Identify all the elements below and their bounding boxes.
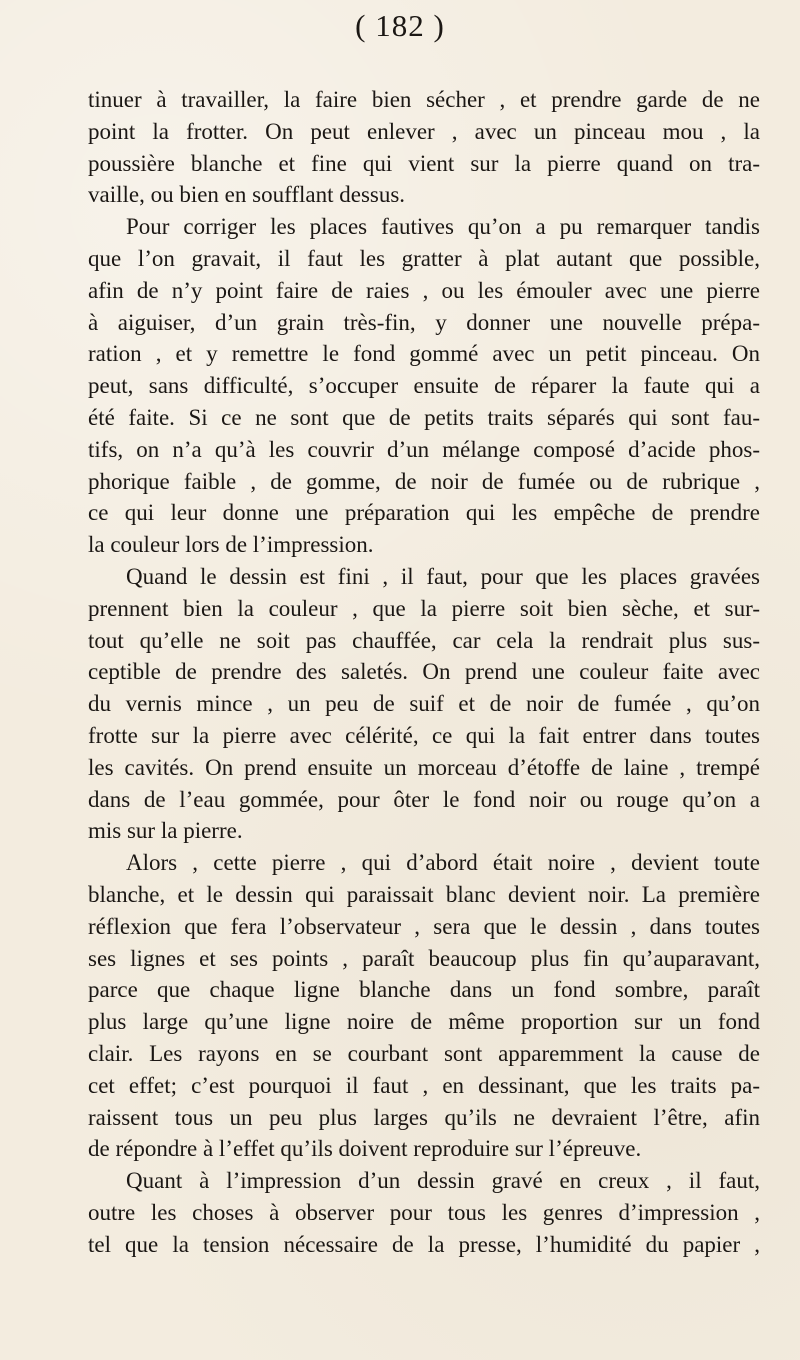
text-line: été faite. Si ce ne sont que de petits traits séparés qui sont fau- <box>88 404 760 430</box>
text-line: vaille, ou bien en soufflant dessus. <box>88 182 406 208</box>
text-line: ses lignes et ses points , paraît beaucoup plus fin qu’auparavant, <box>88 945 760 971</box>
text-line: de répondre à l’effet qu’ils doivent reproduire sur l’épreuve. <box>88 1136 642 1162</box>
text-line: dans de l’eau gommée, pour ôter le fond noir ou rouge qu’on a <box>88 786 760 812</box>
text-line: ceptible de prendre des saletés. On prend une couleur faite avec <box>88 659 760 685</box>
text-line: point la frotter. On peut enlever , avec un pinceau mou , la <box>88 118 760 144</box>
text-line: phorique faible , de gomme, de noir de fumée ou de rubrique , <box>88 468 760 494</box>
text-line: Quant à l’impression d’un dessin gravé en creux , il faut, <box>126 1168 760 1194</box>
text-line: clair. Les rayons en se courbant sont apparemment la cause de <box>88 1040 760 1066</box>
text-line: raissent tous un peu plus larges qu’ils ne devraient l’être, afin <box>88 1104 760 1130</box>
text-line: Alors , cette pierre , qui d’abord était noire , devient toute <box>126 850 760 876</box>
text-line: les cavités. On prend ensuite un morceau d’étoffe de laine , trempé <box>88 754 760 780</box>
text-line: afin de n’y point faire de raies , ou les émouler avec une pierre <box>88 277 760 303</box>
text-line: tinuer à travailler, la faire bien sécher , et prendre garde de ne <box>88 87 760 112</box>
text-line: réflexion que fera l’observateur , sera que le dessin , dans toutes <box>88 913 760 939</box>
text-line: à aiguiser, d’un grain très-fin, y donner une nouvelle prépa- <box>88 309 760 335</box>
text-line: ration , et y remettre le fond gommé avec un petit pinceau. On <box>88 341 760 367</box>
text-line: tel que la tension nécessaire de la presse, l’humidité du papier , <box>88 1231 760 1257</box>
text-line: cet effet; c’est pourquoi il faut , en dessinant, que les traits pa- <box>88 1072 760 1098</box>
text-line: peut, sans difficulté, s’occuper ensuite de réparer la faute qui a <box>88 373 760 399</box>
text-line: Quand le dessin est fini , il faut, pour que les places gravées <box>126 563 760 589</box>
body-text <box>88 84 760 1260</box>
text-line: frotte sur la pierre avec célérité, ce qui la fait entrer dans toutes <box>88 722 760 748</box>
paragraph-2 <box>88 211 760 561</box>
text-line: tifs, on n’a qu’à les couvrir d’un mélange composé d’acide phos- <box>88 436 760 462</box>
paragraph-4 <box>88 847 760 1165</box>
paragraph-3 <box>88 561 760 847</box>
text-line: prennent bien la couleur , que la pierre soit bien sèche, et sur- <box>88 595 760 621</box>
text-line: la couleur lors de l’impression. <box>88 532 374 558</box>
text-line: parce que chaque ligne blanche dans un fond sombre, paraît <box>88 977 760 1003</box>
text-line: Pour corriger les places fautives qu’on a pu remarquer tandis <box>126 214 760 240</box>
text-line: outre les choses à observer pour tous les genres d’impression , <box>88 1199 760 1225</box>
text-line: que l’on gravait, il faut les gratter à plat autant que possible, <box>88 245 760 271</box>
text-line: mis sur la pierre. <box>88 818 243 844</box>
paragraph-5 <box>88 1165 760 1260</box>
text-line: blanche, et le dessin qui paraissait blanc devient noir. La première <box>88 881 760 907</box>
text-line: du vernis mince , un peu de suif et de noir de fumée , qu’on <box>88 691 760 717</box>
paragraph-1 <box>88 84 760 211</box>
page-number: ( 182 ) <box>355 8 445 43</box>
text-line: poussière blanche et fine qui vient sur la pierre quand on tra- <box>88 150 760 176</box>
text-line: ce qui leur donne une préparation qui les empêche de prendre <box>88 500 760 526</box>
text-line: tout qu’elle ne soit pas chauffée, car cela la rendrait plus sus- <box>88 627 760 653</box>
text-line: plus large qu’une ligne noire de même proportion sur un fond <box>88 1009 760 1035</box>
